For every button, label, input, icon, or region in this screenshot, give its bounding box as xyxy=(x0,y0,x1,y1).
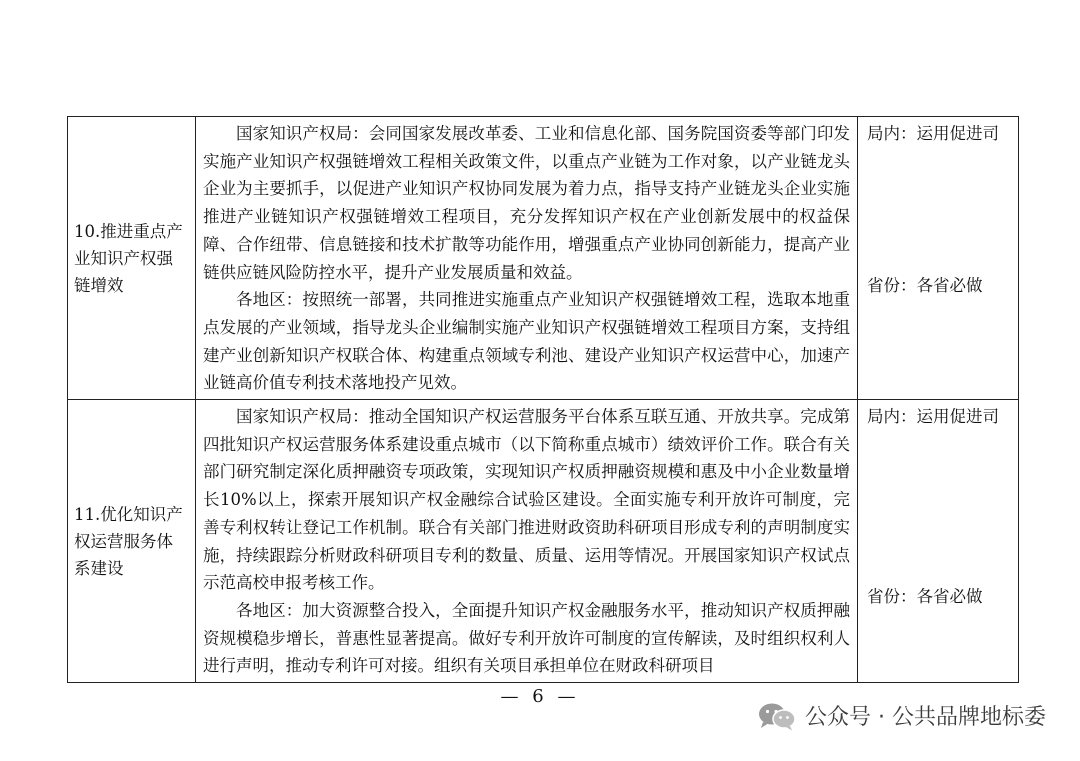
responsibility-cell xyxy=(858,117,1019,400)
content-paragraph: 各地区：按照统一部署，共同推进实施重点产业知识产权强链增效工程，选取本地重点发展的产业领域，指导龙头企业编制实施产业知识产权强链增效工程项目方案，支持组建产业创新知识产权联合体、构建重点领域专利池、建设产业知识产权运营中心，加速产业链高价值专利技术落地投产见效。 xyxy=(203,290,850,393)
watermark-text: 公众号 · 公共品牌地标委 xyxy=(805,705,1046,730)
bureau-responsibility: 局内：运用促进司 xyxy=(867,407,999,427)
table-row xyxy=(68,400,1019,683)
task-content xyxy=(196,400,858,683)
content-paragraph: 国家知识产权局：会同国家发展改革委、工业和信息化部、国务院国资委等部门印发实施产业知识产权强链增效工程相关政策文件，以重点产业链为工作对象，以产业链龙头企业为主要抓手，以促进产业知识产权协同发展为着力点，指导支持产业链龙头企业实施推进产业链知识产权强链增效工程项目，充分发挥知识产权在产业创新发展中的权益保障、合作纽带、信息链接和技术扩散等功能作用，增强重点产业协同创新能力，提高产业链供应链风险防控水平，提升产业发展质量和效益。 xyxy=(203,124,850,282)
content-paragraph: 各地区：加大资源整合投入，全面提升知识产权金融服务水平，推动知识产权质押融资规模稳步增长，普惠性显著提高。做好专利开放许可制度的宣传解读，及时组织权利人进行声明，推动专利许可对接。组织有关项目承担单位在财政科研项目 xyxy=(203,600,850,676)
province-responsibility: 省份：各省必做 xyxy=(867,276,983,295)
task-title: 10.推进重点产业知识产权强链增效 xyxy=(68,117,196,400)
table-row xyxy=(68,117,1019,400)
content-paragraph: 国家知识产权局：推动全国知识产权运营服务平台体系互联互通、开放共享。完成第四批知识产权运营服务体系建设重点城市（以下简称重点城市）绩效评价工作。联合有关部门研究制定深化质押融资专项政策，实现知识产权质押融资规模和惠及中小企业数量增长10%以上，探索开展知识产权金融综合试验区建设。全面实施专利开放许可制度，完善专利权转让登记工作机制。联合有关部门推进财政资助科研项目形成专利的声明制度实施，持续跟踪分析财政科研项目专利的数量、质量、运用等情况。开展国家知识产权试点示范高校申报考核工作。 xyxy=(203,407,850,593)
watermark xyxy=(757,700,1046,731)
page-number: — 6 — xyxy=(500,686,580,707)
policy-table xyxy=(67,116,1019,683)
responsibility-cell xyxy=(858,400,1019,683)
wechat-icon xyxy=(757,701,797,731)
province-responsibility: 省份：各省必做 xyxy=(867,587,983,607)
task-content xyxy=(196,117,858,400)
task-title: 11.优化知识产权运营服务体系建设 xyxy=(68,400,196,683)
bureau-responsibility: 局内：运用促进司 xyxy=(867,124,999,143)
